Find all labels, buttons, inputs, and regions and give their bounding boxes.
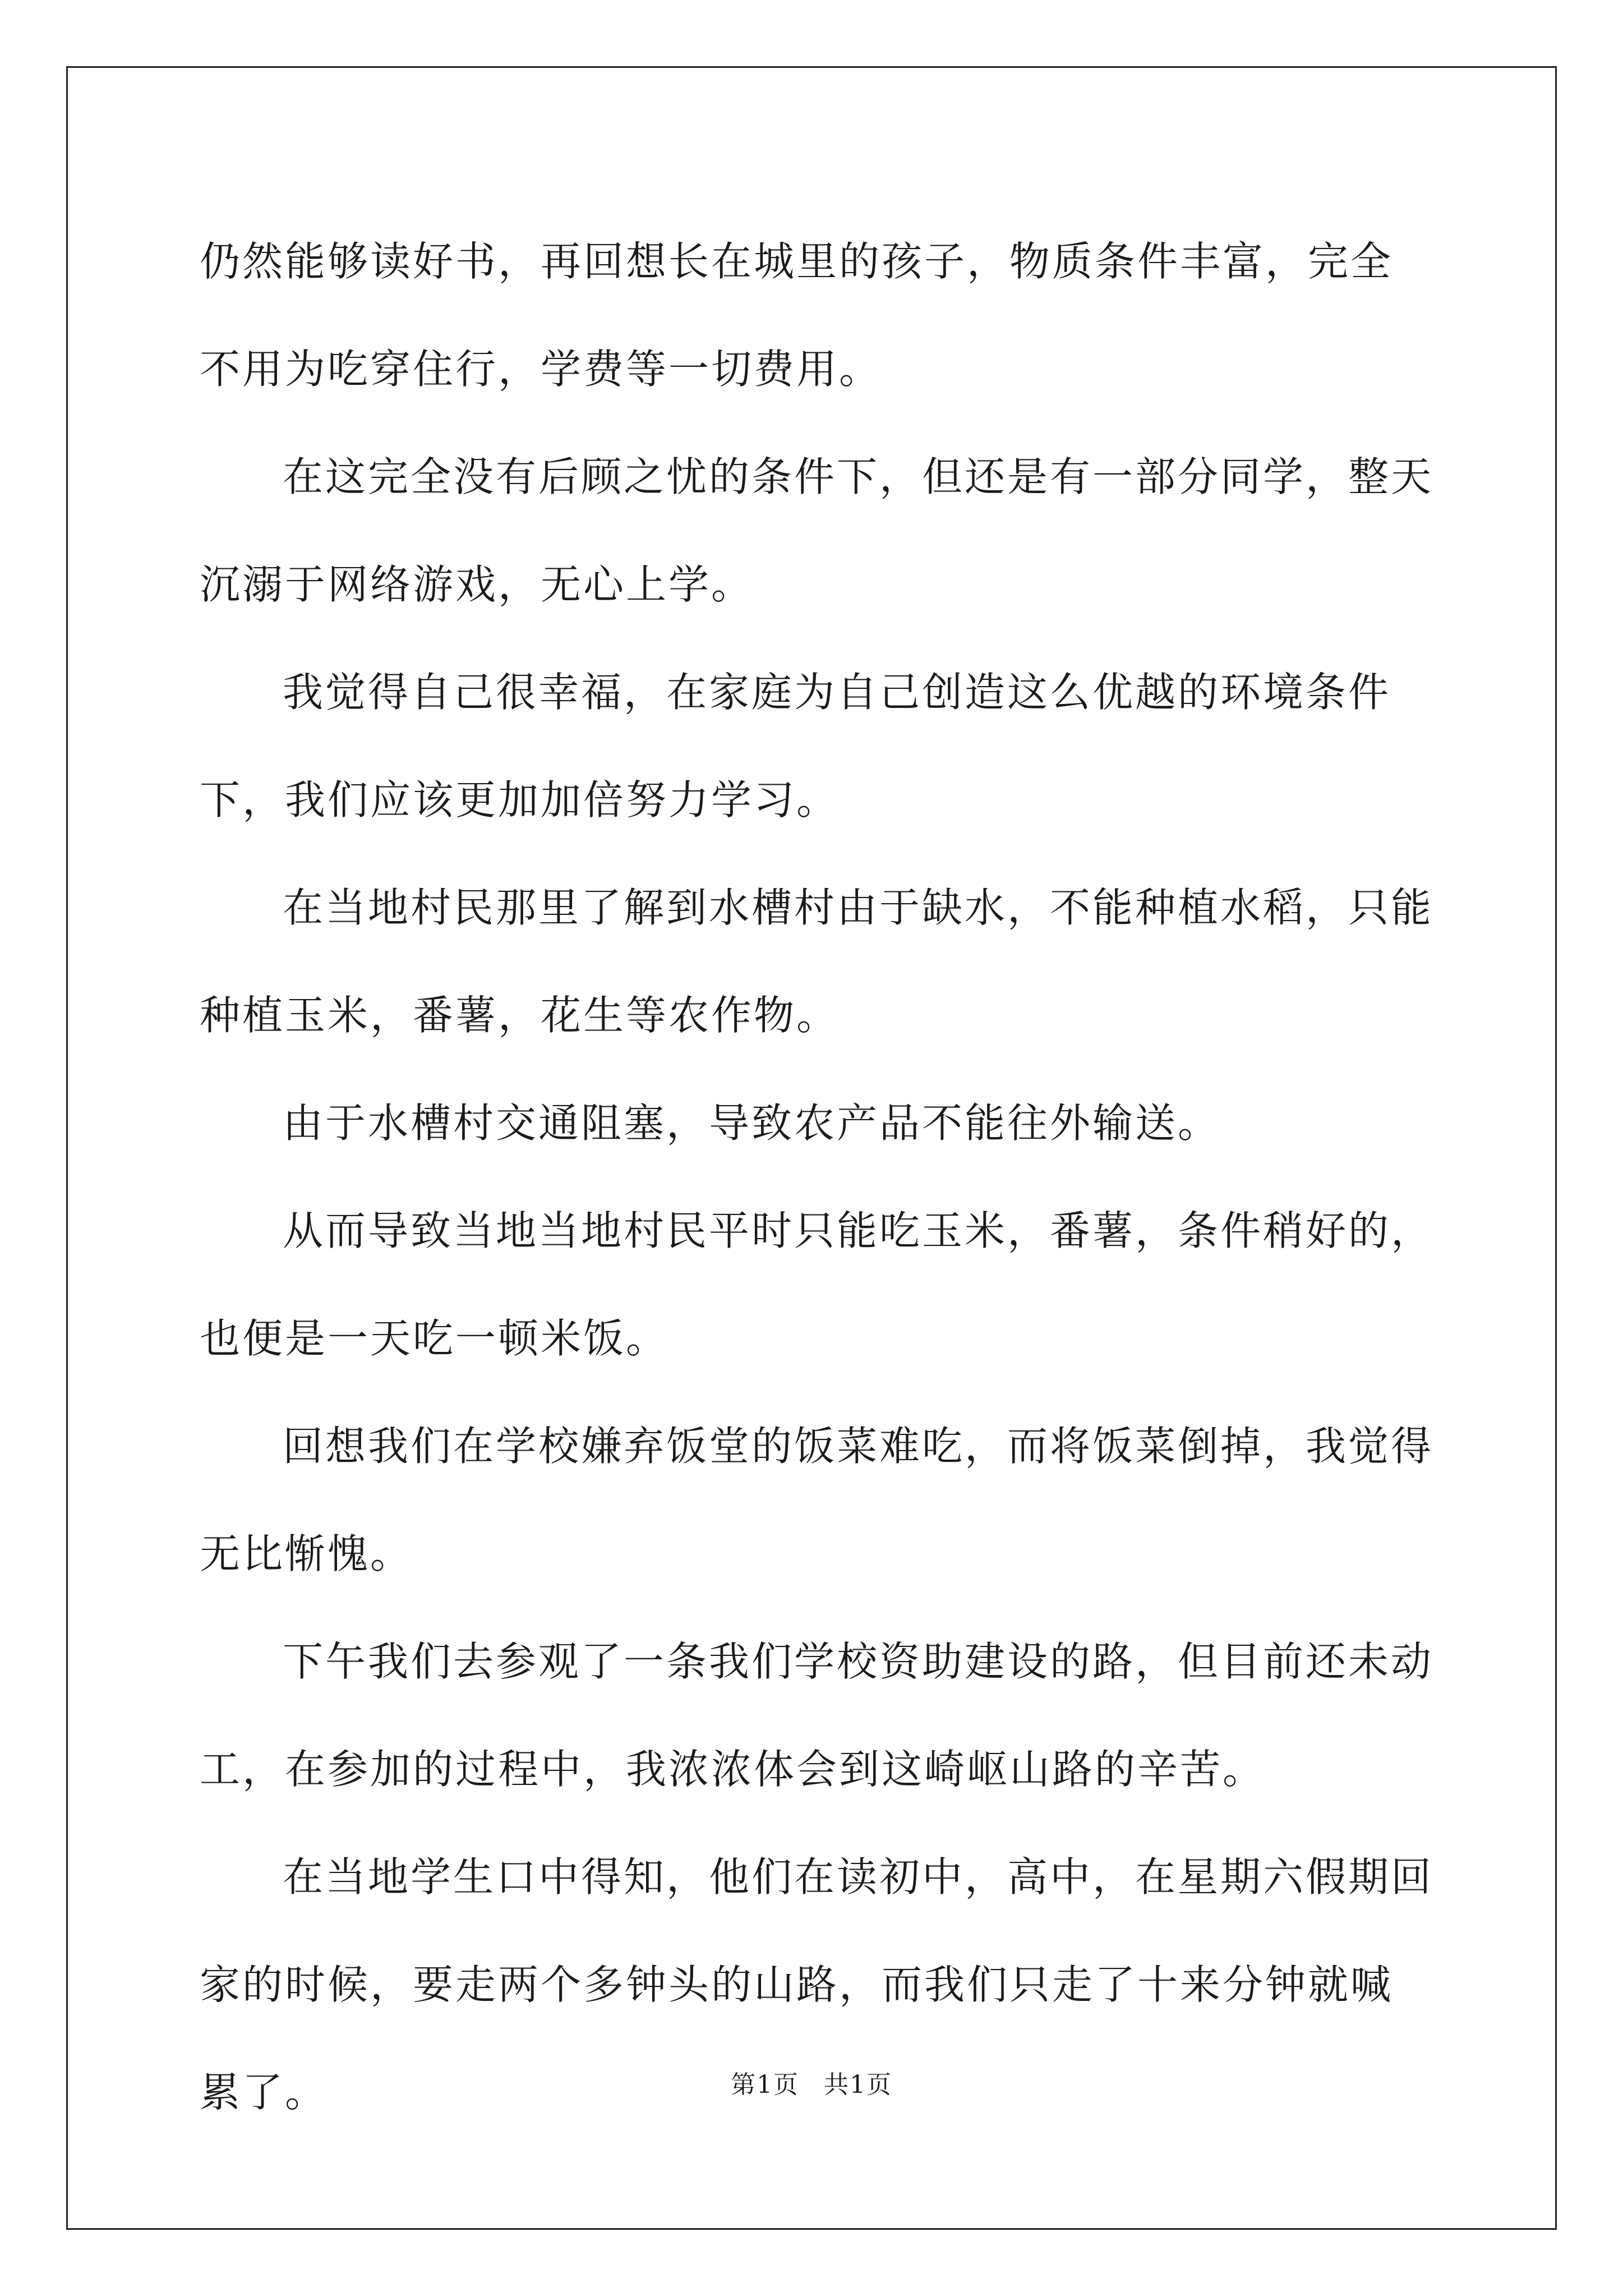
paragraph-4: 在当地村民那里了解到水槽村由于缺水，不能种植水稻，只能种植玉米，番薯，花生等农作物。	[200, 884, 1434, 1039]
paragraph-8: 下午我们去参观了一条我们学校资助建设的路，但目前还未动工，在参加的过程中，我浓浓体会到这崎岖山路的辛苦。	[200, 1638, 1434, 1793]
paragraph-6: 从而导致当地当地村民平时只能吃玉米，番薯，条件稍好的，也便是一天吃一顿米饭。	[200, 1207, 1434, 1362]
paragraph-9: 在当地学生口中得知，他们在读初中，高中，在星期六假期回家的时候，要走两个多钟头的山路，而我们只走了十来分钟就喊累了。	[200, 1853, 1434, 2116]
paragraph-1: 仍然能够读好书，再回想长在城里的孩子，物质条件丰富，完全不用为吃穿住行，学费等一切费用。	[200, 238, 1394, 393]
document-body	[200, 208, 1433, 2146]
paragraph-5: 由于水槽村交通阻塞，导致农产品不能往外输送。	[283, 1099, 1221, 1147]
page-footer	[0, 2064, 1623, 2100]
page-number: 第1页	[731, 2070, 799, 2099]
paragraph-2: 在这完全没有后顾之忧的条件下，但还是有一部分同学，整天沉溺于网络游戏，无心上学。	[200, 453, 1434, 608]
page-total: 共1页	[824, 2070, 892, 2099]
paragraph-7: 回想我们在学校嫌弃饭堂的饭菜难吃，而将饭菜倒掉，我觉得无比惭愧。	[200, 1423, 1434, 1577]
paragraph-3: 我觉得自己很幸福，在家庭为自己创造这么优越的环境条件下，我们应该更加加倍努力学习。	[200, 669, 1391, 823]
